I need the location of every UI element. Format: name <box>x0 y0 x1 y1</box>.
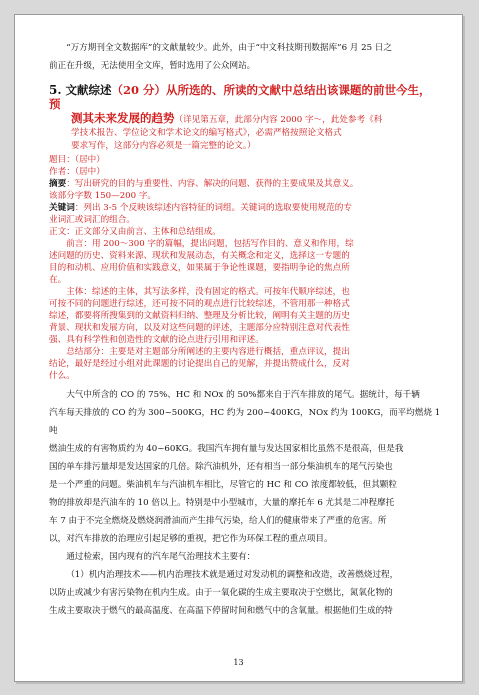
summary-instruction: 结论，最好是经过小组对此课题的讨论提出自己的见解，并提出赞成什么，反对 <box>49 359 350 369</box>
abstract-instruction: 摘要：写出研究的目的与重要性、内容、解决的问题、获得的主要成果及其意义。 <box>49 179 359 189</box>
section-note: 要求写作，这部分内容必须是一篇完整的论文。） <box>71 140 256 151</box>
preface-instruction: 在。 <box>49 275 67 285</box>
template-title-line: 题目：（居中） <box>49 155 105 165</box>
section-heading-continued <box>49 111 442 152</box>
section-note: （详见第五章，此部分内容 2000 字～，此处参考《科 <box>174 115 383 125</box>
body-paragraph: 车 7 由于不完全燃烧及燃烧润滑油而产生排气污染，给人们的健康带来了严重的危害。所 <box>49 516 387 526</box>
main-instruction: 背景、现状和发展方向，以及对这些问题的评述，主题部分应特别注意对代表性 <box>49 323 350 333</box>
main-instruction: 可按不同的问题进行综述，还可按不同的观点进行比较综述，不管用那一种格式 <box>49 299 350 309</box>
page-number: 13 <box>233 658 244 667</box>
keywords-instruction: 关键词：列出 3-5 个反映该综述内容特征的词组。关键词的选取要使用规范的专 <box>49 203 352 213</box>
preface-instruction: 目的和动机、应用价值和实践意义，如果属于争论性课题，要指明争论的焦点所 <box>49 263 350 273</box>
body-paragraph: （1）机内治理技术——机内治理技术就是通过对发动机的调整和改造，改善燃烧过程， <box>66 570 399 580</box>
body-paragraph: 物的排放却是汽油车的 10 倍以上。特别是中小型城市，大量的摩托车 6 尤其是二冲程摩托 <box>49 498 395 508</box>
keywords-label: 关键词 <box>49 203 75 213</box>
template-author-line: 作者：（居中） <box>49 167 105 177</box>
section-heading <box>49 83 442 111</box>
summary-instruction: 总结部分：主要是对主题部分所阐述的主要内容进行概括，重点评议，提出 <box>66 347 350 357</box>
abstract-instruction: 该部分字数 150—200 字。 <box>49 191 157 201</box>
section-note: 学技术报告、学位论文和学术论文的编写格式》，必需严格按照论文格式 <box>71 128 342 138</box>
main-instruction: 综述，都要将所搜集到的文献资料归纳、整理及分析比较，阐明有关主题的历史 <box>49 311 350 321</box>
body-paragraph: 是一个严重的问题。柴油机车与汽油机车相比，尽管它的 HC 和 CO 浓度都较低，但其颗粒 <box>49 480 397 490</box>
paragraph: “万方期刊全文数据库”的文献量较少。此外，由于“中文科技期刊数据库”6 月 25 日之 <box>66 43 392 53</box>
body-paragraph: 以，对汽车排放的治理应引起足够的重视，把它作为环保工程的重点项目。 <box>49 534 333 544</box>
body-paragraph: 生成主要取决于燃气的最高温度、在高温下停留时间和燃气中的含氧量。根据他们生成的特 <box>49 606 393 616</box>
paragraph: 前正在升级，无法使用全文库，暂时选用了公众网站。 <box>49 61 256 71</box>
section-number: 5. <box>49 83 62 97</box>
body-paragraph: 汽车每天排放的 CO 约为 300~500KG，HC 约为 200~400KG，NOx 约为 100KG，而平均燃烧 1 吨 <box>49 408 441 436</box>
main-instruction: 主体：综述的主体，其写法多样，没有固定的格式。可按年代顺序综述，也 <box>66 287 350 297</box>
section-points: （20 分）从所选的、所读的文献中总结出该课题的前世今生，预 <box>49 83 431 111</box>
keywords-instruction: 业词汇或词汇的组合。 <box>49 215 135 225</box>
section-title-continued: 测其未来发展的趋势 <box>71 111 175 125</box>
body-paragraph: 燃油生成的有害物质约为 40~60KG。我国汽车拥有量与发达国家相比虽然不是很高，但是我 <box>49 444 404 454</box>
preface-instruction: 述问题的历史、资料来源、现状和发展动态，有关概念和定义，选择这一专题的 <box>49 251 350 261</box>
section-title: 文献综述 <box>65 83 112 97</box>
abstract-label: 摘要 <box>49 179 67 189</box>
summary-instruction: 什么。 <box>49 371 75 381</box>
body-instruction: 正文：正文部分又由前言、主体和总结组成。 <box>49 227 221 237</box>
page-content <box>49 39 442 620</box>
main-instruction: 强、具有科学性和创造性的文献的论点进行引用和评述。 <box>49 335 264 345</box>
body-paragraph: 通过检索，国内现有的汽车尾气治理技术主要有： <box>66 552 256 562</box>
body-paragraph: 大气中所含的 CO 的 75%、HC 和 NOx 的 50%都来自于汽车排放的尾气。据统计，每千辆 <box>66 390 420 400</box>
preface-instruction: 前言：用 200～300 字的篇幅，提出问题，包括写作目的、意义和作用，综 <box>66 239 354 249</box>
document-page <box>14 14 463 682</box>
body-paragraph: 国的单车排污量却是发达国家的几倍。除汽油机外，还有相当一部分柴油机车的尾气污染也 <box>49 462 393 472</box>
body-paragraph: 以防止或减少有害污染物在机内生成。由于一氧化碳的生成主要取决于空燃比，氮氧化物的 <box>49 588 393 598</box>
